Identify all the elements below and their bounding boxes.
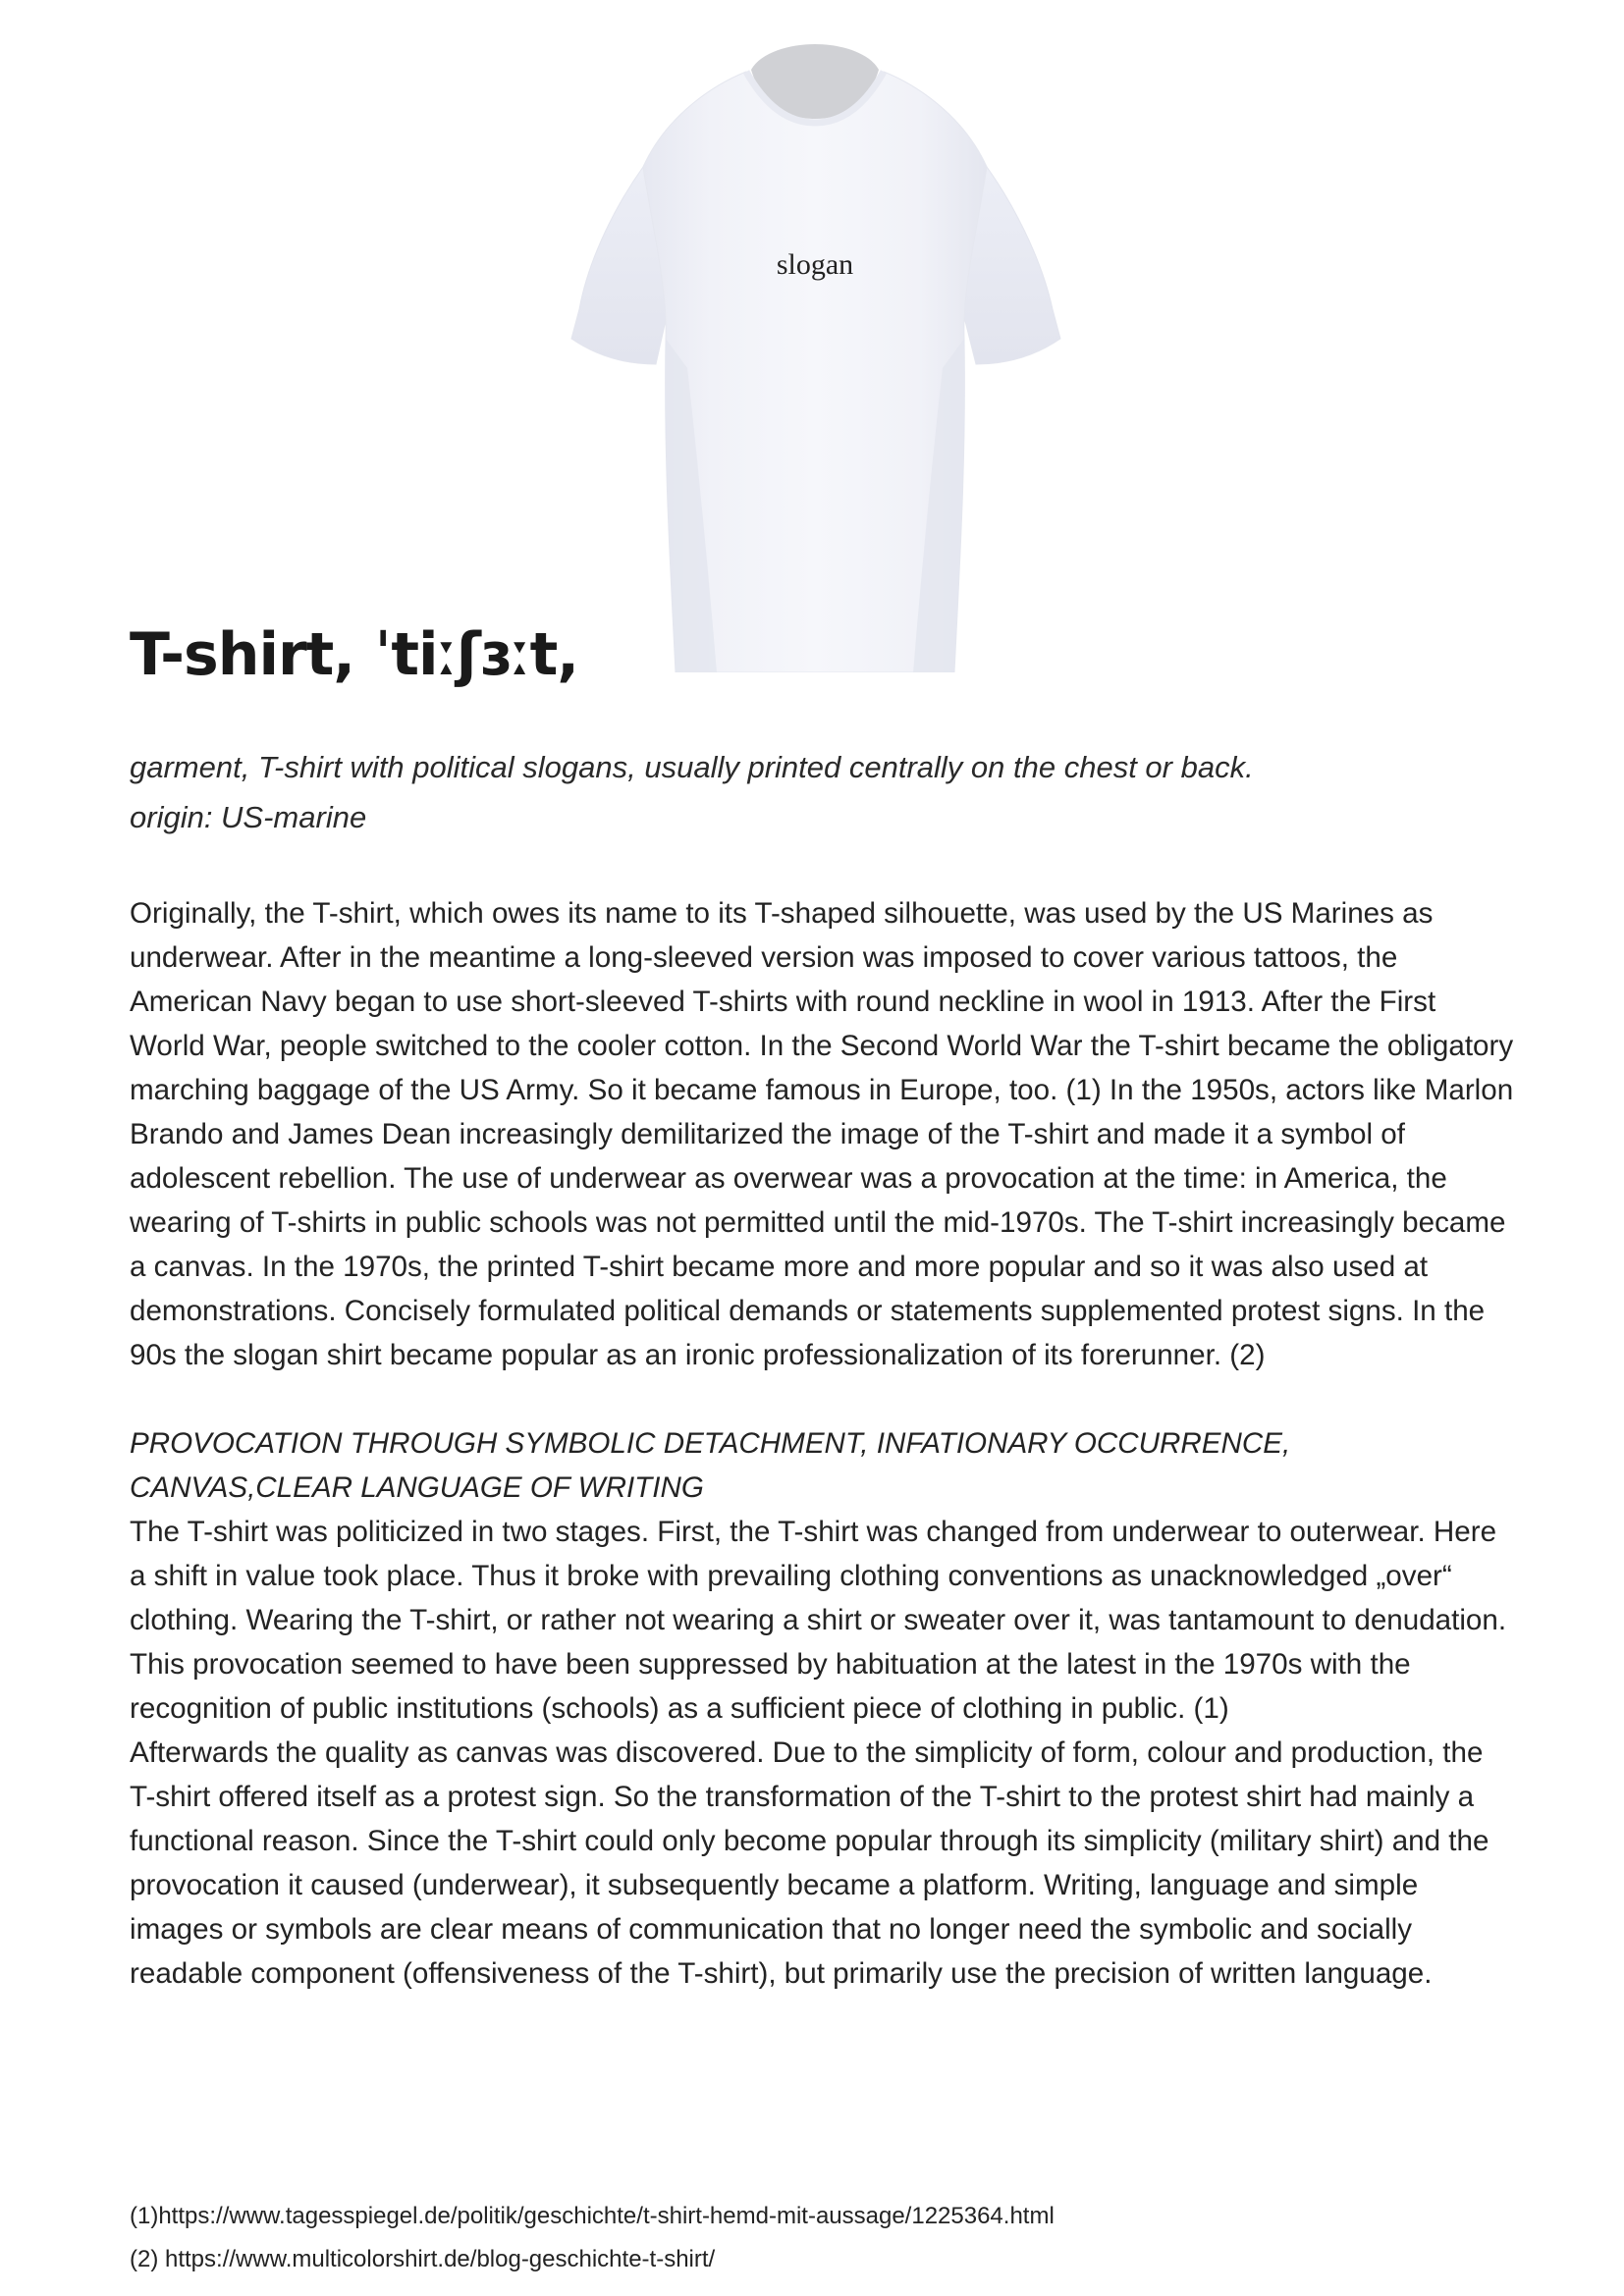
paragraph-politicization: The T-shirt was politicized in two stages. First, the T-shirt was changed from underwear to outerwear. Here a shift in value took place. Thus it broke with prevailing clothing conventions as unacknowledged „over“ clothing. Wearing the T-shirt, or rather not wearing a shirt or sweater over it, was tantamount to denudation. This provocation seemed to have been suppressed by habituation at the latest in the 1970s with the recognition of public institutions (schools) as a sufficient piece of clothing in public. (1) bbox=[130, 1516, 1507, 1725]
paragraph-gap bbox=[130, 1377, 1514, 1421]
tshirt-icon bbox=[550, 44, 1080, 672]
origin-line: origin: US-marine bbox=[130, 800, 367, 834]
footnote-1: (1)https://www.tagesspiegel.de/politik/geschichte/t-shirt-hemd-mit-aussage/1225364.html bbox=[130, 2203, 1055, 2229]
footnote-2: (2) https://www.multicolorshirt.de/blog-geschichte-t-shirt/ bbox=[130, 2246, 716, 2272]
definition bbox=[130, 742, 1504, 842]
shirt-slogan: slogan bbox=[776, 248, 854, 281]
paragraph-canvas: Afterwards the quality as canvas was discovered. Due to the simplicity of form, colour and production, the T-shirt offered itself as a protest sign. So the transformation of the T-shirt to the protest shirt had mainly a functional reason. Since the T-shirt could only become popular through its simplicity (military shirt) and the provocation it caused (underwear), it subsequently became a platform. Writing, language and simple images or symbols are clear means of communication that no longer need the symbolic and socially readable component (offensiveness of the T-shirt), but primarily use the precision of written language. bbox=[130, 1736, 1489, 1990]
paragraph-history: Originally, the T-shirt, which owes its name to its T-shaped silhouette, was used by the US Marines as underwear. After in the meantime a long-sleeved version was imposed to cover various tattoos, the American Navy began to use short-sleeved T-shirts with round neckline in wool in 1913. After the First World War, people switched to the cooler cotton. In the Second World War the T-shirt became the obligatory marching baggage of the US Army. So it became famous in Europe, too. (1) In the 1950s, actors like Marlon Brando and James Dean increasingly demilitarized the image of the T-shirt and made it a symbol of adolescent rebellion. The use of underwear as overwear was a provocation at the time: in America, the wearing of T-shirts in public schools was not permitted until the mid-1970s. The T-shirt increasingly became a canvas. In the 1970s, the printed T-shirt became more and more popular and so it was also used at demonstrations. Concisely formulated political demands or statements supplemented protest signs. In the 90s the slogan shirt became popular as an ironic professionalization of its forerunner. (2) bbox=[130, 897, 1514, 1371]
tshirt-illustration bbox=[550, 44, 1080, 672]
article-body bbox=[130, 891, 1514, 1996]
headword: T-shirt, ˈtiːʃɜːt, bbox=[130, 620, 579, 689]
section-heading: PROVOCATION THROUGH SYMBOLIC DETACHMENT, INFATIONARY OCCURRENCE, CANVAS,CLEAR LANGUAGE OF WRITING bbox=[130, 1427, 1291, 1504]
footnotes bbox=[130, 2195, 1504, 2281]
definition-line: garment, T-shirt with political slogans, usually printed centrally on the chest or back. bbox=[130, 750, 1254, 784]
